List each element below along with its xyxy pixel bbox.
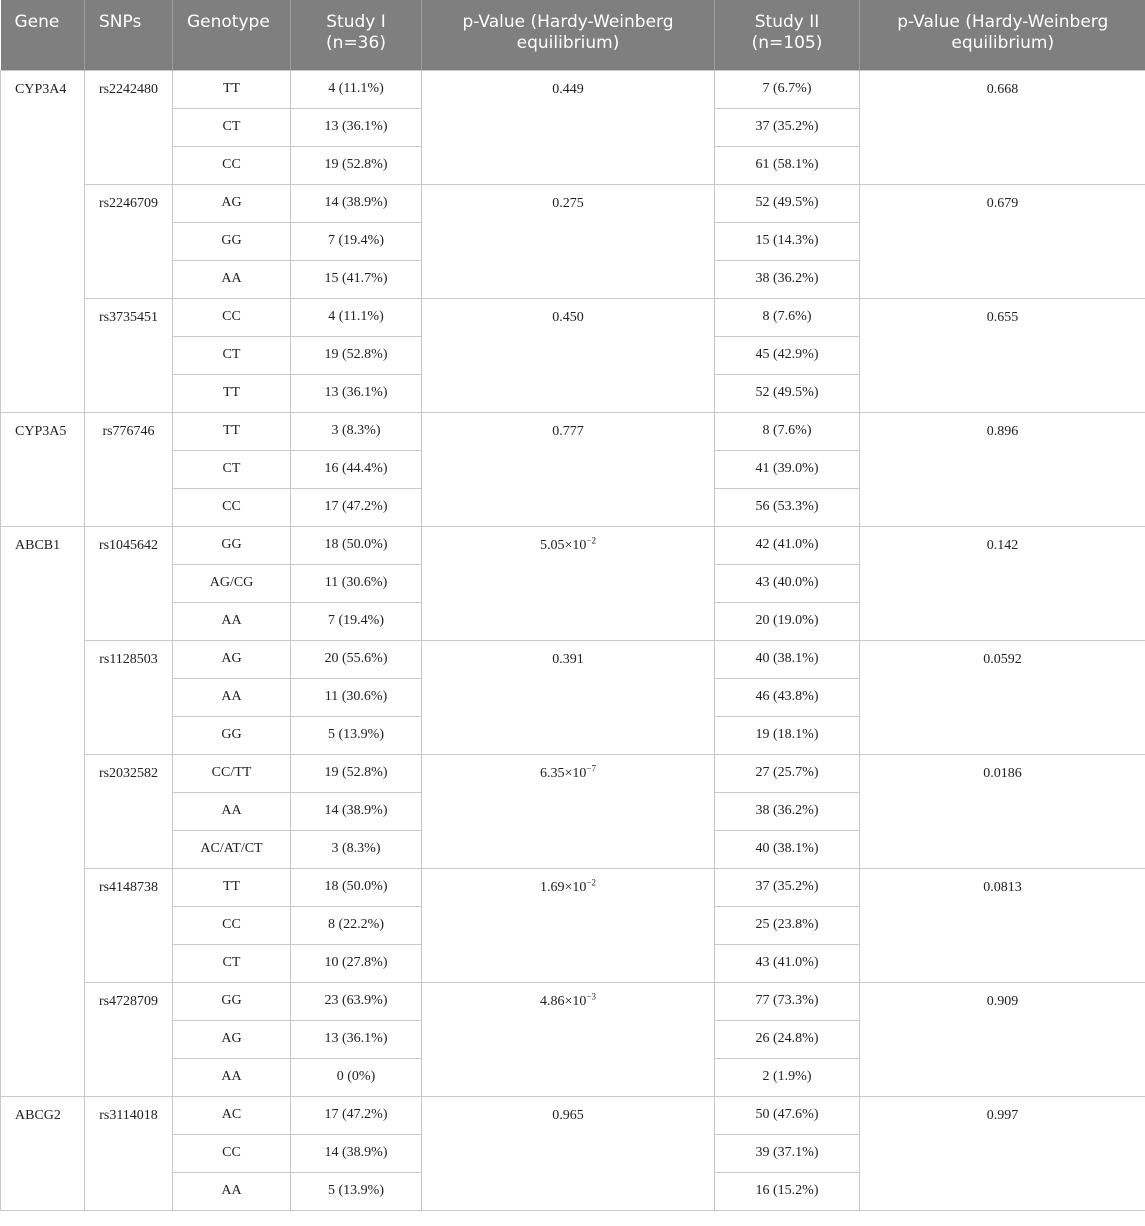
table-row — [1, 640, 1145, 678]
study-2-cell: 52 (49.5%) — [715, 184, 860, 222]
p-value-2-cell: 0.668 — [860, 70, 1145, 184]
p-value-1-cell — [422, 640, 715, 754]
genotype-cell: AA — [173, 678, 291, 716]
study-1-cell: 8 (22.2%) — [291, 906, 422, 944]
p-value-1-cell — [422, 754, 715, 868]
study-1-cell: 3 (8.3%) — [291, 830, 422, 868]
study-1-cell: 13 (36.1%) — [291, 1020, 422, 1058]
header-p-value-1: p-Value (Hardy-Weinberg equilibrium) — [422, 0, 715, 70]
study-2-cell: 15 (14.3%) — [715, 222, 860, 260]
genotype-cell: AA — [173, 792, 291, 830]
p-value-1-base: 0.777 — [552, 423, 584, 439]
study-2-cell: 8 (7.6%) — [715, 412, 860, 450]
study-2-cell: 8 (7.6%) — [715, 298, 860, 336]
study-1-cell: 4 (11.1%) — [291, 70, 422, 108]
genotype-cell: GG — [173, 222, 291, 260]
genotype-cell: CC/TT — [173, 754, 291, 792]
table-header — [1, 0, 1145, 70]
genotype-cell: AA — [173, 1058, 291, 1096]
study-1-cell: 18 (50.0%) — [291, 526, 422, 564]
p-value-1-base: 0.391 — [552, 651, 584, 667]
p-value-1-cell — [422, 526, 715, 640]
study-2-cell: 38 (36.2%) — [715, 792, 860, 830]
genotype-cell: TT — [173, 868, 291, 906]
study-1-cell: 19 (52.8%) — [291, 146, 422, 184]
genotype-cell: CC — [173, 906, 291, 944]
p-value-1-base: 0.449 — [552, 81, 584, 97]
header-genotype: Genotype — [173, 0, 291, 70]
table-row — [1, 868, 1145, 906]
study-1-cell: 14 (38.9%) — [291, 184, 422, 222]
study-2-cell: 20 (19.0%) — [715, 602, 860, 640]
study-2-cell: 37 (35.2%) — [715, 868, 860, 906]
p-value-1-exponent: −7 — [586, 762, 596, 773]
genotype-cell: CC — [173, 146, 291, 184]
genotype-cell: GG — [173, 526, 291, 564]
p-value-2-cell: 0.909 — [860, 982, 1145, 1096]
p-value-1-base: 0.275 — [552, 195, 584, 211]
study-1-cell: 10 (27.8%) — [291, 944, 422, 982]
p-value-1-cell — [422, 412, 715, 526]
study-1-cell: 5 (13.9%) — [291, 716, 422, 754]
p-value-1-exponent: −3 — [586, 990, 596, 1001]
study-2-cell: 43 (40.0%) — [715, 564, 860, 602]
table-row — [1, 412, 1145, 450]
genotype-cell: TT — [173, 70, 291, 108]
snp-cell: rs776746 — [85, 412, 173, 526]
p-value-1-cell — [422, 298, 715, 412]
gene-cell: ABCG2 — [1, 1096, 85, 1210]
study-2-cell: 27 (25.7%) — [715, 754, 860, 792]
genotype-cell: AG/CG — [173, 564, 291, 602]
table-row — [1, 70, 1145, 108]
study-1-cell: 7 (19.4%) — [291, 222, 422, 260]
genotype-cell: CT — [173, 108, 291, 146]
study-2-cell: 38 (36.2%) — [715, 260, 860, 298]
p-value-1-base: 6.35×10 — [540, 765, 587, 781]
gene-cell: CYP3A5 — [1, 412, 85, 526]
study-2-cell: 50 (47.6%) — [715, 1096, 860, 1134]
study-1-cell: 3 (8.3%) — [291, 412, 422, 450]
p-value-1-base: 4.86×10 — [540, 993, 587, 1009]
study-2-cell: 37 (35.2%) — [715, 108, 860, 146]
study-2-cell: 40 (38.1%) — [715, 640, 860, 678]
snp-cell: rs3735451 — [85, 298, 173, 412]
p-value-1-cell — [422, 184, 715, 298]
study-2-cell: 56 (53.3%) — [715, 488, 860, 526]
header-study-2: Study II (n=105) — [715, 0, 860, 70]
table-body — [1, 70, 1145, 1210]
genotype-cell: AC/AT/CT — [173, 830, 291, 868]
p-value-2-cell: 0.142 — [860, 526, 1145, 640]
genotype-cell: CC — [173, 1134, 291, 1172]
genotype-cell: AG — [173, 184, 291, 222]
snp-cell: rs4148738 — [85, 868, 173, 982]
genotype-cell: AG — [173, 640, 291, 678]
genotype-cell: AA — [173, 1172, 291, 1210]
p-value-2-cell: 0.0813 — [860, 868, 1145, 982]
table-row — [1, 754, 1145, 792]
p-value-2-cell: 0.0592 — [860, 640, 1145, 754]
p-value-2-cell: 0.997 — [860, 1096, 1145, 1210]
study-2-cell: 52 (49.5%) — [715, 374, 860, 412]
snp-cell: rs2032582 — [85, 754, 173, 868]
study-1-cell: 20 (55.6%) — [291, 640, 422, 678]
p-value-2-cell: 0.679 — [860, 184, 1145, 298]
study-1-cell: 17 (47.2%) — [291, 1096, 422, 1134]
genotype-cell: AA — [173, 602, 291, 640]
study-1-cell: 15 (41.7%) — [291, 260, 422, 298]
study-1-cell: 13 (36.1%) — [291, 108, 422, 146]
p-value-1-base: 1.69×10 — [540, 879, 587, 895]
study-2-cell: 16 (15.2%) — [715, 1172, 860, 1210]
p-value-1-cell — [422, 70, 715, 184]
header-snps: SNPs — [85, 0, 173, 70]
genotype-cell: AG — [173, 1020, 291, 1058]
p-value-1-exponent: −2 — [586, 876, 596, 887]
snp-cell: rs1045642 — [85, 526, 173, 640]
header-study-1: Study I (n=36) — [291, 0, 422, 70]
p-value-1-base: 5.05×10 — [540, 537, 587, 553]
genotype-cell: AC — [173, 1096, 291, 1134]
p-value-1-base: 0.450 — [552, 309, 584, 325]
genotype-cell: CC — [173, 298, 291, 336]
table-row — [1, 1096, 1145, 1134]
study-2-cell: 25 (23.8%) — [715, 906, 860, 944]
header-gene: Gene — [1, 0, 85, 70]
study-1-cell: 19 (52.8%) — [291, 336, 422, 374]
study-1-cell: 0 (0%) — [291, 1058, 422, 1096]
study-1-cell: 23 (63.9%) — [291, 982, 422, 1020]
study-2-cell: 45 (42.9%) — [715, 336, 860, 374]
study-2-cell: 26 (24.8%) — [715, 1020, 860, 1058]
p-value-2-cell: 0.896 — [860, 412, 1145, 526]
study-1-cell: 19 (52.8%) — [291, 754, 422, 792]
header-row — [1, 0, 1145, 70]
snp-cell: rs4728709 — [85, 982, 173, 1096]
study-1-cell: 7 (19.4%) — [291, 602, 422, 640]
p-value-1-cell — [422, 1096, 715, 1210]
genotype-cell: TT — [173, 412, 291, 450]
p-value-2-cell: 0.655 — [860, 298, 1145, 412]
table-row — [1, 982, 1145, 1020]
study-2-cell: 39 (37.1%) — [715, 1134, 860, 1172]
study-1-cell: 16 (44.4%) — [291, 450, 422, 488]
snp-cell: rs1128503 — [85, 640, 173, 754]
study-2-cell: 40 (38.1%) — [715, 830, 860, 868]
snp-cell: rs2242480 — [85, 70, 173, 184]
study-1-cell: 17 (47.2%) — [291, 488, 422, 526]
genotype-cell: AA — [173, 260, 291, 298]
genotype-cell: GG — [173, 716, 291, 754]
study-2-cell: 7 (6.7%) — [715, 70, 860, 108]
study-1-cell: 18 (50.0%) — [291, 868, 422, 906]
genotype-cell: CT — [173, 944, 291, 982]
study-1-cell: 4 (11.1%) — [291, 298, 422, 336]
study-1-cell: 14 (38.9%) — [291, 1134, 422, 1172]
study-1-cell: 11 (30.6%) — [291, 678, 422, 716]
study-2-cell: 2 (1.9%) — [715, 1058, 860, 1096]
genotype-cell: CT — [173, 450, 291, 488]
genotype-cell: GG — [173, 982, 291, 1020]
study-1-cell: 13 (36.1%) — [291, 374, 422, 412]
table-row — [1, 526, 1145, 564]
study-2-cell: 43 (41.0%) — [715, 944, 860, 982]
header-p-value-2: p-Value (Hardy-Weinberg equilibrium) — [860, 0, 1145, 70]
snp-cell: rs2246709 — [85, 184, 173, 298]
study-1-cell: 14 (38.9%) — [291, 792, 422, 830]
study-2-cell: 41 (39.0%) — [715, 450, 860, 488]
study-2-cell: 42 (41.0%) — [715, 526, 860, 564]
genotype-cell: CT — [173, 336, 291, 374]
study-2-cell: 19 (18.1%) — [715, 716, 860, 754]
snp-cell: rs3114018 — [85, 1096, 173, 1210]
p-value-2-cell: 0.0186 — [860, 754, 1145, 868]
p-value-1-base: 0.965 — [552, 1107, 584, 1123]
study-2-cell: 77 (73.3%) — [715, 982, 860, 1020]
p-value-1-cell — [422, 868, 715, 982]
study-1-cell: 5 (13.9%) — [291, 1172, 422, 1210]
table-row — [1, 298, 1145, 336]
study-2-cell: 61 (58.1%) — [715, 146, 860, 184]
gene-cell: ABCB1 — [1, 526, 85, 1096]
p-value-1-exponent: −2 — [586, 534, 596, 545]
study-2-cell: 46 (43.8%) — [715, 678, 860, 716]
study-1-cell: 11 (30.6%) — [291, 564, 422, 602]
genotype-cell: TT — [173, 374, 291, 412]
p-value-1-cell — [422, 982, 715, 1096]
gene-cell: CYP3A4 — [1, 70, 85, 412]
table-row — [1, 184, 1145, 222]
genotype-cell: CC — [173, 488, 291, 526]
